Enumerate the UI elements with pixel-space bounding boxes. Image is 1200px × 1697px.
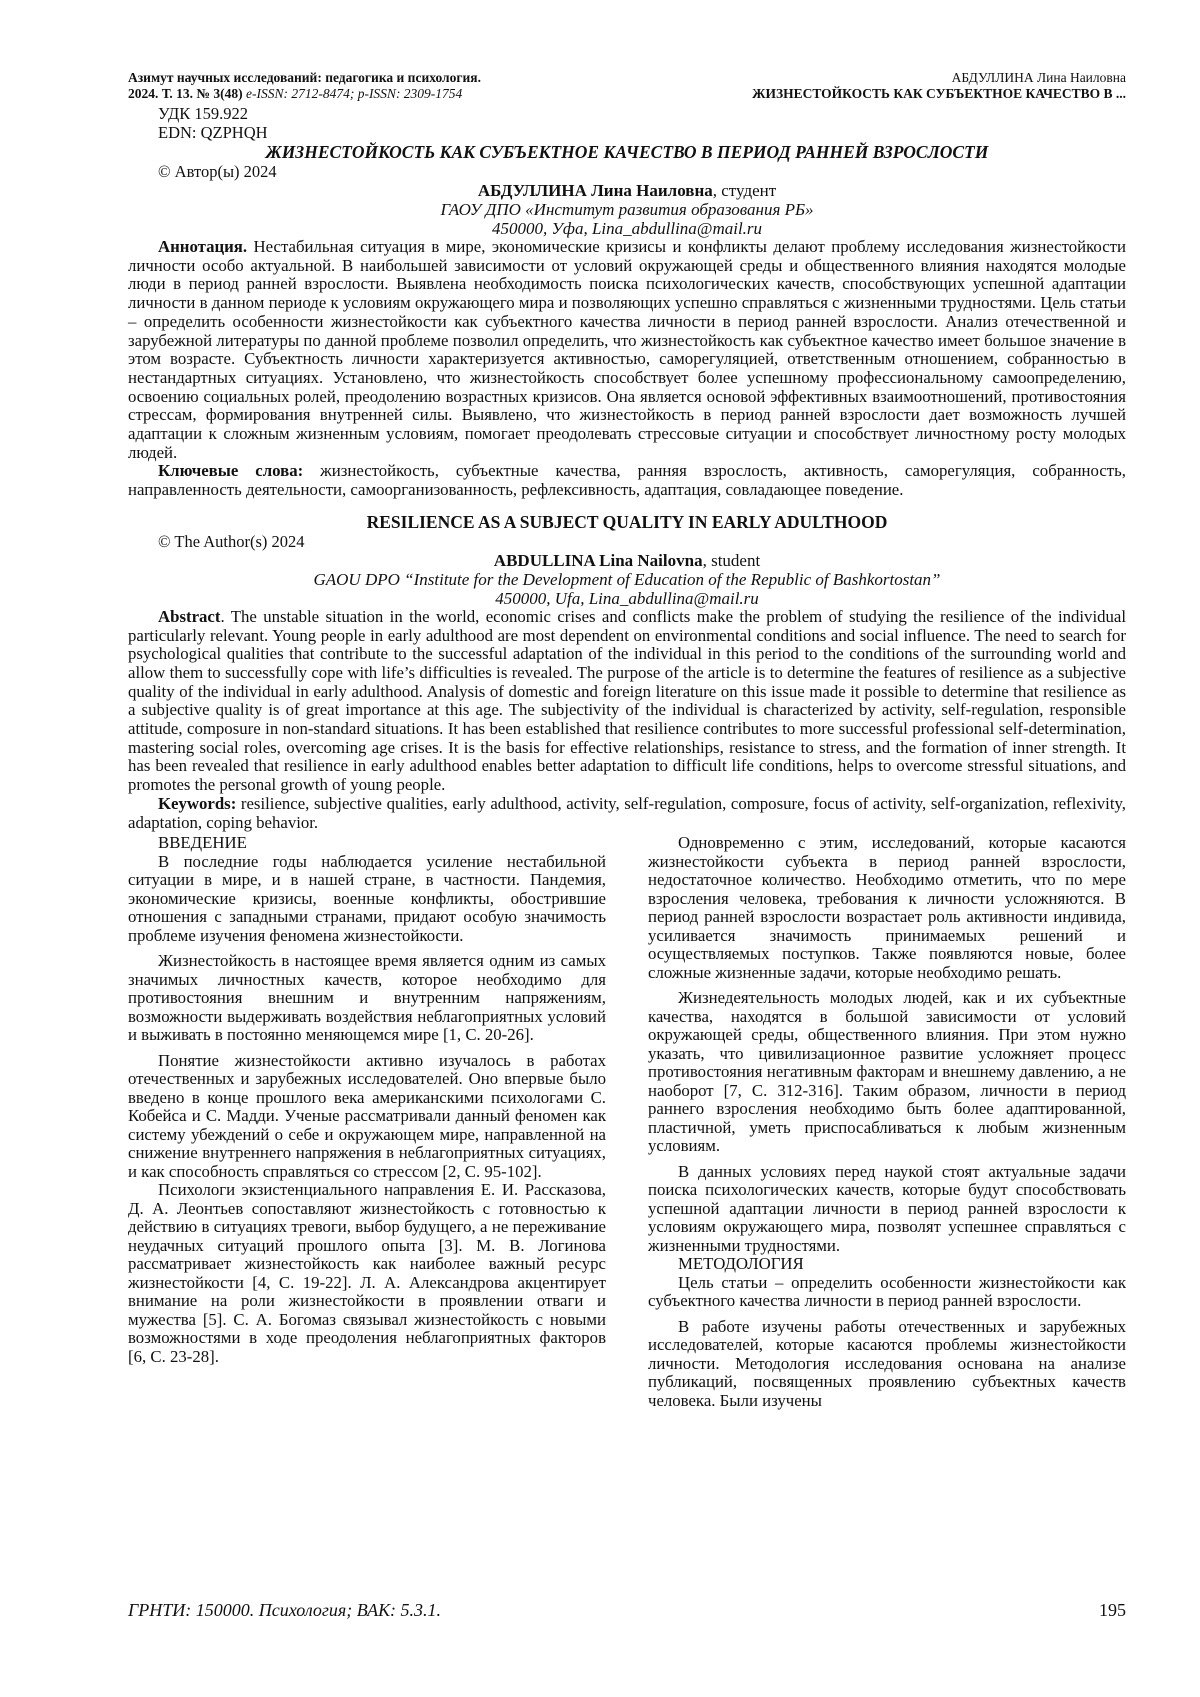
edn: EDN: QZPHQH <box>158 123 268 142</box>
page-footer <box>128 1600 1126 1621</box>
page <box>128 70 1126 1410</box>
affiliation-en: GAOU DPO “Institute for the Development of Education of the Republic of Bashkortostan” <box>313 569 941 589</box>
article-title-ru: ЖИЗНЕСТОЙКОСТЬ КАК СУБЪЕКТНОЕ КАЧЕСТВО В ПЕРИОД РАННЕЙ ВЗРОСЛОСТИ <box>265 142 989 162</box>
keywords-en: Keywords: resilience, subjective qualities, early adulthood, activity, self-regulation, composure, focus of activity, self-organization, reflexivity, adaptation, coping behavior. <box>128 793 1126 832</box>
address-ru: 450000, Уфа, Lina_abdullina@mail.ru <box>491 219 763 238</box>
section-heading-methodology: МЕТОДОЛОГИЯ <box>678 1254 804 1274</box>
paragraph: Жизнедеятельность молодых людей, как и их субъектные качества, находятся в большой зависимости от условий окружающей среды, общественного влияния. При этом нужно указать, что цивилизационное развитие усложняет процесс противостояния негативным факторам и внешнему давлению, а не наоборот [7, С. 312-316]. Таким образом, личности в период раннего взросления необходимо быть более адаптированной, пластичной, уметь приспосабливаться к любым жизненным условиям. <box>648 988 1126 1156</box>
paragraph: Жизнестойкость в настоящее время является одним из самых значимых личностных качеств, которое необходимо для противостояния внешним и внутренним напряжениям, возможности выдерживать воздействия неблагоприятных условий и выживать в постоянно меняющемся мире [1, С. 20-26]. <box>128 951 606 1045</box>
body-columns <box>128 834 1126 1410</box>
author-en: ABDULLINA Lina Nailovna, student <box>493 550 761 570</box>
abstract-ru: Аннотация. Нестабильная ситуация в мире, экономические кризисы и конфликты делают проблему исследования жизнестойкости личности особо актуальной. В наибольшей зависимости от условий окружающей среды и общественного влияния находятся молодые люди в период ранней взрослости. Выявлена необходимость поиска психологических качеств, способствующих успешной адаптации личности в данном периоде к условиям окружающего мира и позволяющих успешно справляться с жизненными трудностями. Цель статьи – определить особенности жизнестойкости как субъектного качества личности в период ранней взрослости. Анализ отечественной и зарубежной литературы по данной проблеме позволил определить, что жизнестойкость как субъектное качество имеет большое значение в этом возрасте. Субъектность личности характеризуется активностью, саморегуляцией, ответственным отношением, собранностью в нестандартных ситуациях. Установлено, что жизнестойкость способствует более успешному профессиональному самоопределению, освоению социальных ролей, преодолению возрастных кризисов. Она является основой эффективных взаимоотношений, противостояния стрессам, формирования внутренней силы. Выявлено, что жизнестойкость в период ранней взрослости дает возможность лучшей адаптации к сложным жизненным условиям, помогает преодолевать стрессовые ситуации и способствует личностному росту молодых людей. <box>128 237 1126 462</box>
header-title: ЖИЗНЕСТОЙКОСТЬ КАК СУБЪЕКТНОЕ КАЧЕСТВО В ... <box>752 86 1126 101</box>
keywords-ru: Ключевые слова: жизнестойкость, субъектные качества, ранняя взрослость, активность, саморегуляция, собранность, направленность деятельности, самоорганизованность, рефлексивность, адаптация, совладающее поведение. <box>128 461 1126 500</box>
abstract-en: Abstract. The unstable situation in the world, economic crises and conflicts make the problem of studying the resilience of the individual particularly relevant. Young people in early adulthood are most dependent on environmental conditions and social influence. The need to search for psychological qualities that contribute to the successful adaptation of the individual in this period to the conditions of the surrounding world and allow them to successfully cope with life’s difficulties is revealed. The purpose of the article is to determine the features of resilience as a subjective quality of the individual in early adulthood. Analysis of domestic and foreign literature on this issue made it possible to determine that resilience as a subjective quality is of great importance at this age. The subjectivity of the individual is characterized by activity, self-regulation, responsible attitude, composure in non-standard situations. It has been established that resilience contributes to more successful professional self-determination, mastering social roles, overcoming age crises. It is the basis for effective relationships, resistance to stress, and the formation of inner strength. It has been revealed that resilience in early adulthood enables better adaptation to difficult life conditions, helps to overcome stressful situations, and promotes the personal growth of young people. <box>128 606 1126 795</box>
journal-title: Азимут научных исследований: педагогика и психология. <box>128 70 481 85</box>
paragraph: Понятие жизнестойкости активно изучалось в работах отечественных и зарубежных исследователей. Оно впервые было введено в конце прошлого века американскими психологами С. Кобейса и С. Мадди. Ученые рассматривали данный феномен как систему убеждений о себе и окружающем мире, направленной на снижение внутреннего напряжения в неблагоприятных ситуациях, и как способность справляться со стрессом [2, С. 95-102]. <box>128 1050 606 1181</box>
paragraph: В работе изучены работы отечественных и зарубежных исследователей, которые касаются проблемы жизнестойкости личности. Методология исследования основана на анализе публикаций, посвященных проявлению субъектных качеств человека. Были изучены <box>648 1316 1126 1410</box>
copyright-en: © The Author(s) 2024 <box>158 531 305 551</box>
article-info <box>752 70 1126 102</box>
udk: УДК 159.922 <box>158 104 249 123</box>
author-ru: АБДУЛЛИНА Лина Наиловна, студент <box>477 181 777 200</box>
footer-classification: ГРНТИ: 150000. Психология; ВАК: 5.3.1. <box>128 1600 442 1620</box>
page-number: 195 <box>1099 1600 1126 1620</box>
paragraph: В последние годы наблюдается усиление нестабильной ситуации в мире, и в нашей стране, в частности. Пандемия, экономические кризисы, военные конфликты, обострившие отношения с западными странами, придают особую значимость проблеме изучения феномена жизнестойкости. <box>128 851 606 945</box>
left-column <box>128 834 606 1410</box>
running-header <box>128 70 1126 102</box>
article-title-en: RESILIENCE AS A SUBJECT QUALITY IN EARLY ADULTHOOD <box>366 511 888 532</box>
journal-issue: 2024. Т. 13. № 3(48) e-ISSN: 2712-8474; p-ISSN: 2309-1754 <box>128 86 463 101</box>
paragraph: В данных условиях перед наукой стоят актуальные задачи поиска психологических качеств, которые будут способствовать успешной адаптации личности в период ранней взрослости к условиям окружающего мира, позволят успешнее справляться с жизненными трудностями. <box>648 1161 1126 1255</box>
copyright-ru: © Автор(ы) 2024 <box>158 162 277 181</box>
section-heading-intro: ВВЕДЕНИЕ <box>158 833 247 853</box>
paragraph: Цель статьи – определить особенности жизнестойкости как субъектного качества личности в период ранней взрослости. <box>648 1272 1126 1311</box>
journal-info <box>128 70 481 102</box>
affiliation-ru: ГАОУ ДПО «Институт развития образования РБ» <box>440 200 814 219</box>
paragraph: Психологи экзистенциального направления Е. И. Рассказова, Д. А. Леонтьев сопоставляют жизнестойкость с готовностью к действию в ситуациях тревоги, выбор будущего, а не переживание неудачных ситуаций прошлого опыта [3]. М. В. Логинова рассматривает жизнестойкость как наиболее важный ресурс жизнестойкости [4, С. 19-22]. Л. А. Александрова акцентирует внимание на роли жизнестойкости в проявлении отваги и мужества [5]. С. А. Богомаз связывал жизнестойкость с новыми возможностями в ходе преодоления неблагоприятных факторов [6, С. 23-28]. <box>128 1180 606 1366</box>
header-author: АБДУЛЛИНА Лина Наиловна <box>951 70 1126 85</box>
paragraph: Одновременно с этим, исследований, которые касаются жизнестойкости субъекта в период ранней взрослости, недостаточное количество. Необходимо отметить, что по мере взросления человека, требования к личности усложняются. В период ранней взрослости возрастает роль активности индивида, усиливается значимость принимаемых решений и осуществляемых поступков. Также появляются новые, более сложные жизненные задачи, которые необходимо решать. <box>648 833 1126 982</box>
address-en: 450000, Ufa, Lina_abdullina@mail.ru <box>495 588 759 608</box>
right-column <box>648 834 1126 1410</box>
